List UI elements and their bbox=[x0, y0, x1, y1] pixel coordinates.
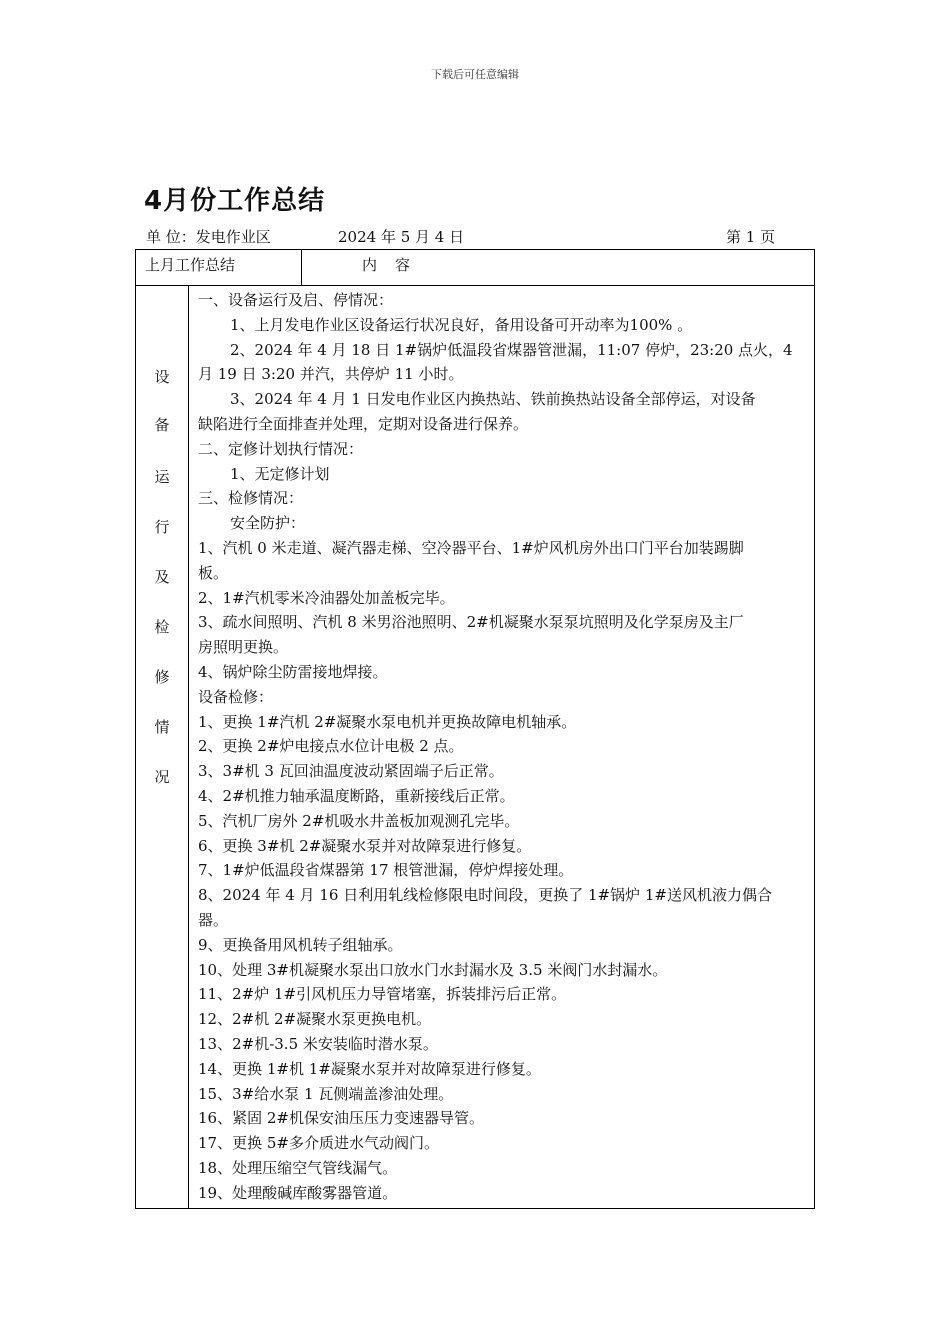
side-label-char: 行 bbox=[154, 518, 170, 536]
summary-table bbox=[135, 249, 815, 1209]
content-line: 安全防护： bbox=[230, 514, 306, 533]
content-line: 月 19 日 3:20 并汽，共停炉 11 小时。 bbox=[198, 365, 464, 384]
content-line: 2、更换 2#炉电接点水位计电极 2 点。 bbox=[198, 737, 464, 756]
content-line: 6、更换 3#机 2#凝聚水泵并对故障泵进行修复。 bbox=[198, 836, 532, 855]
header-cell-summary: 上月工作总结 bbox=[136, 250, 302, 285]
content-line: 19、处理酸碱库酸雾器管道。 bbox=[198, 1183, 398, 1202]
content-line: 18、处理压缩空气管线漏气。 bbox=[198, 1158, 398, 1177]
content-line: 1、上月发电作业区设备运行状况良好，备用设备可开动率为100% 。 bbox=[230, 315, 693, 334]
watermark: 下载后可任意编辑 bbox=[431, 68, 519, 81]
side-label-char: 及 bbox=[154, 568, 170, 586]
content-line: 9、更换备用风机转子组轴承。 bbox=[198, 935, 403, 954]
content-line: 7、1#炉低温段省煤器第 17 根管泄漏，停炉焊接处理。 bbox=[198, 861, 574, 880]
content-cell bbox=[198, 288, 810, 1205]
content-line: 1、无定修计划 bbox=[230, 464, 330, 483]
content-line: 17、更换 5#多介质进水气动阀门。 bbox=[198, 1134, 439, 1153]
header-cell-content: 内容 bbox=[362, 256, 429, 274]
content-line: 三、检修情况： bbox=[198, 489, 304, 508]
content-line: 12、2#机 2#凝聚水泵更换电机。 bbox=[198, 1010, 432, 1029]
content-line: 3、疏水间照明、汽机 8 米男浴池照明、2#机凝聚水泵泵坑照明及化学泵房及主厂 bbox=[198, 613, 744, 632]
content-line: 4、2#机推力轴承温度断路，重新接线后正常。 bbox=[198, 786, 515, 805]
content-line: 设备检修： bbox=[198, 687, 274, 706]
content-line: 8、2024 年 4 月 16 日利用轧线检修限电时间段，更换了 1#锅炉 1#送风机液力偶合 bbox=[198, 886, 772, 905]
content-line: 1、更换 1#汽机 2#凝聚水泵电机并更换故障电机轴承。 bbox=[198, 712, 577, 731]
side-label-char: 情 bbox=[154, 718, 170, 736]
content-line: 二、定修计划执行情况： bbox=[198, 439, 364, 458]
content-line: 器。 bbox=[198, 910, 229, 929]
content-line: 14、更换 1#机 1#凝聚水泵并对故障泵进行修复。 bbox=[198, 1059, 541, 1078]
content-line: 1、汽机 0 米走道、凝汽器走梯、空冷器平台、1#炉风机房外出口门平台加装踢脚 bbox=[198, 538, 744, 557]
side-label-char: 备 bbox=[154, 416, 170, 434]
content-line: 11、2#炉 1#引风机压力导管堵塞，拆装排污后正常。 bbox=[198, 985, 567, 1004]
content-line: 2、2024 年 4 月 18 日 1#锅炉低温段省煤器管泄漏，11:07 停炉，23:20 点火，4 bbox=[230, 340, 793, 359]
content-line: 3、2024 年 4 月 1 日发电作业区内换热站、铁前换热站设备全部停运，对设备 bbox=[230, 390, 756, 409]
content-line: 2、1#汽机零米冷油器处加盖板完毕。 bbox=[198, 588, 455, 607]
side-label-char: 检 bbox=[154, 618, 170, 636]
content-line: 5、汽机厂房外 2#机吸水井盖板加观测孔完毕。 bbox=[198, 811, 520, 830]
side-label-char: 运 bbox=[154, 468, 170, 486]
content-line: 10、处理 3#机凝聚水泵出口放水门水封漏水及 3.5 米阀门水封漏水。 bbox=[198, 960, 668, 979]
side-label-char: 设 bbox=[154, 368, 170, 386]
content-line: 3、3#机 3 瓦回油温度波动紧固端子后正常。 bbox=[198, 762, 504, 781]
unit-label: 单 位：发电作业区 bbox=[146, 228, 271, 246]
report-date: 2024 年 5 月 4 日 bbox=[338, 228, 465, 246]
page-title: 4月份工作总结 bbox=[144, 186, 326, 216]
side-label-char: 况 bbox=[154, 768, 170, 786]
content-line: 16、紧固 2#机保安油压压力变速器导管。 bbox=[198, 1109, 484, 1128]
table-header-row bbox=[136, 250, 814, 286]
content-line: 一、设备运行及启、停情况： bbox=[198, 291, 394, 309]
content-line: 缺陷进行全面排查并处理，定期对设备进行保养。 bbox=[198, 414, 529, 433]
content-line: 房照明更换。 bbox=[198, 638, 289, 657]
page-number: 第 1 页 bbox=[726, 228, 776, 246]
side-label-char: 修 bbox=[154, 668, 170, 686]
content-line: 4、锅炉除尘防雷接地焊接。 bbox=[198, 662, 388, 681]
content-line: 板。 bbox=[198, 563, 229, 582]
content-line: 15、3#给水泵 1 瓦侧端盖渗油处理。 bbox=[198, 1084, 454, 1103]
side-label-column bbox=[136, 286, 189, 1208]
content-line: 13、2#机-3.5 米安装临时潜水泵。 bbox=[198, 1034, 438, 1053]
